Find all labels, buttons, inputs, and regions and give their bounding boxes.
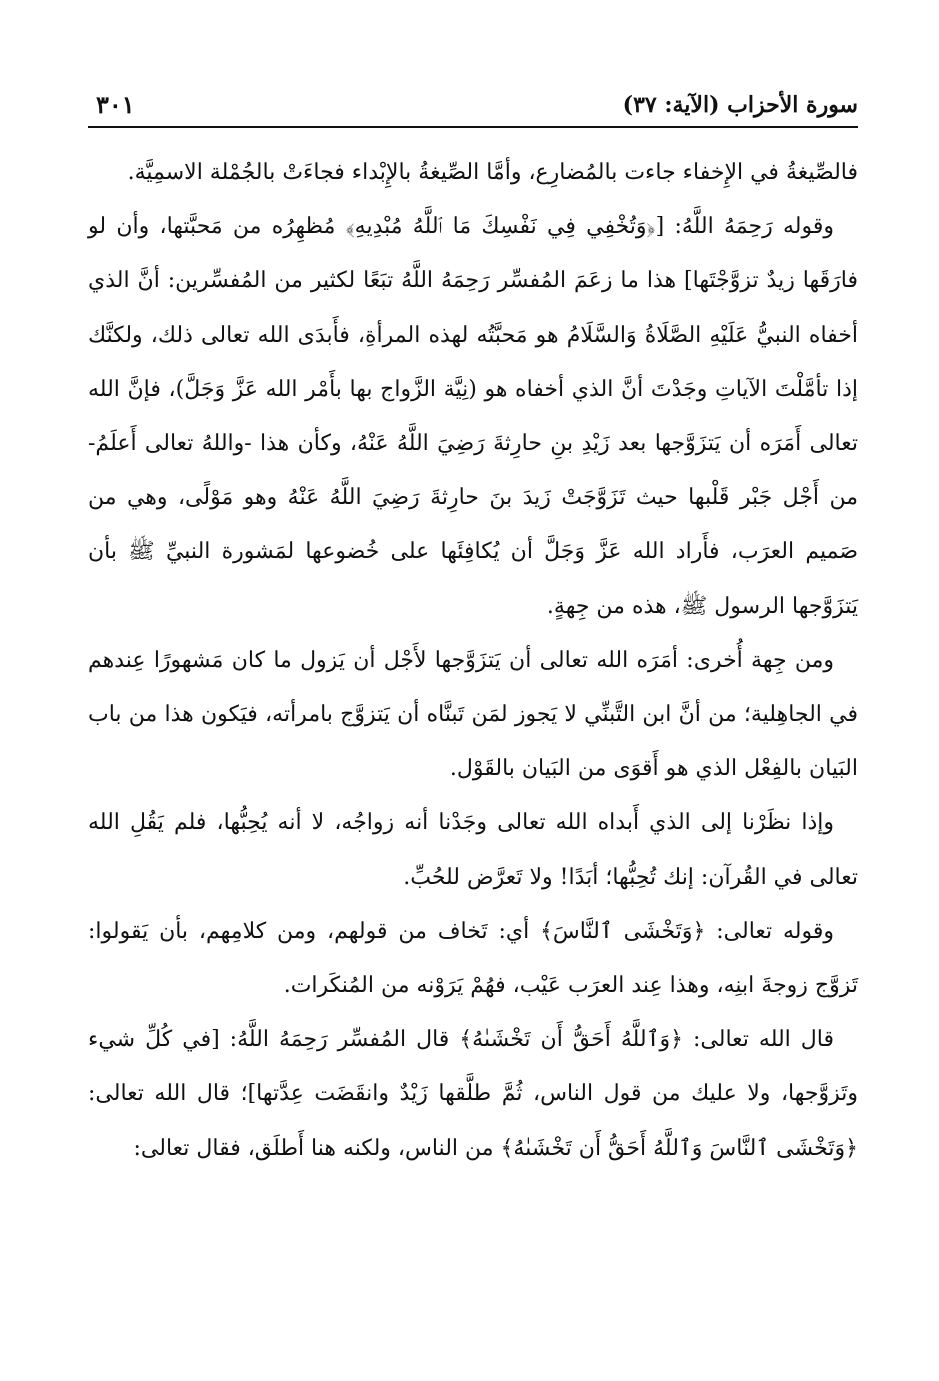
paragraph-3: ومن جِهة أُخرى: أمَرَه الله تعالى أن يَتزَوَّجها لأَجْل أن يَزول ما كان مَشهورًا عِندهم في الجاهِلية؛ من أنَّ ابن التَّبنِّي لا يَجوز لمَن تَبنَّاه أن يَتزوَّج بامرأته، فيَكون هذا من باب البَيان بالفِعْل الذي هو أَقوَى من البَيان بالقَوْل. (88, 647, 858, 782)
paragraph-5: وقوله تعالى: ﴿وَتَخْشَى ٱلنَّاسَ﴾ أي: تَخاف من قولهم، ومن كلامِهم، بأن يَقولوا: تَزوَّج زوجةَ ابنِه، وهذا عِند العرَب عَيْب، فهُمْ يَرَوْنه من المُنكَرات. (88, 918, 858, 999)
paragraph-6: قال الله تعالى: ﴿وَٱللَّهُ أَحَقُّ أَن تَخْشَىٰهُ﴾ قال المُفسِّر رَحِمَهُ اللَّهُ: [في كُلِّ شيء وتَزوَّجها، ولا عليك من قول الناس، ثُمَّ طلَّقها زَيْدٌ وانقَضَت عِدَّتها]؛ قال الله تعالى: ﴿وَتَخْشَى ٱلنَّاسَ وَٱللَّهُ أَحَقُّ أَن تَخْشَىٰهُ﴾ من الناس، ولكنه هنا أَطلَق، فقال تعالى: (88, 1027, 859, 1161)
page-header (88, 88, 858, 124)
page-number: ٣٠١ (96, 90, 135, 119)
paragraph-1: فالصِّيغةُ في الإِخفاء جاءت بالمُضارِع، وأمَّا الصِّيغةُ بالإِبْداء فجاءَتْ بالجُمْلة الاسمِيَّة. (127, 160, 858, 185)
paragraph-2: وقوله رَحِمَهُ اللَّهُ: [﴿وَتُخْفِي فِي نَفْسِكَ مَا ٱللَّهُ مُبْدِيهِ﴾ مُظهِرُه من مَحبَّتها، وأن لو فارَقَها زيدٌ تزوَّجْتَها] هذا ما زعَمَ المُفسِّر رَحِمَهُ اللَّهُ تبَعًا لكثير من المُفسِّرين: أنَّ الذي أخفاه النبيُّ عَلَيْهِ الصَّلَاةُ وَالسَّلَامُ هو مَحبَّتُه لهذه المرأةِ، فأَبدَى الله تعالى ذلك، ولكنَّك إذا تأمَّلْتَ الآياتِ وجَدْتَ أنَّ الذي أخفاه هو (نِيَّة الزَّواج بها بأَمْر الله عَزَّ وَجَلَّ)، فإنَّ الله تعالى أَمَرَه أن يَتزَوَّجها بعد زَيْدِ بنِ حارِثةَ رَضِيَ اللَّهُ عَنْهُ، وكأن هذا -واللهُ تعالى أَعلَمُ- من أَجْل جَبْر قَلْبها حيث تَزَوَّجَتْ زَيدَ بنَ حارِثةَ رَضِيَ اللَّهُ عَنْهُ وهو مَوْلًى، وهي من صَميم العرَب، فأَراد الله عَزَّ وَجَلَّ أن يُكافِئَها على خُضوعها لمَشورة النبيِّ ﷺ بأن يَتزَوَّجها الرسول ﷺ، هذه من جِهةٍ. (88, 214, 858, 619)
paragraph-4: وإذا نظَرْنا إلى الذي أَبداه الله تعالى وجَدْنا أنه زواجُه، لا أنه يُحِبُّها، فلم يَقُلِ الله تعالى في القُرآن: إنك تُحِبُّها؛ أبَدًا! ولا تَعرَّض للحُبِّ. (88, 810, 858, 890)
running-title: سورة الأحزاب (الآية: ٣٧) (622, 92, 858, 118)
header-rule (88, 126, 858, 128)
body-text (88, 146, 858, 1176)
